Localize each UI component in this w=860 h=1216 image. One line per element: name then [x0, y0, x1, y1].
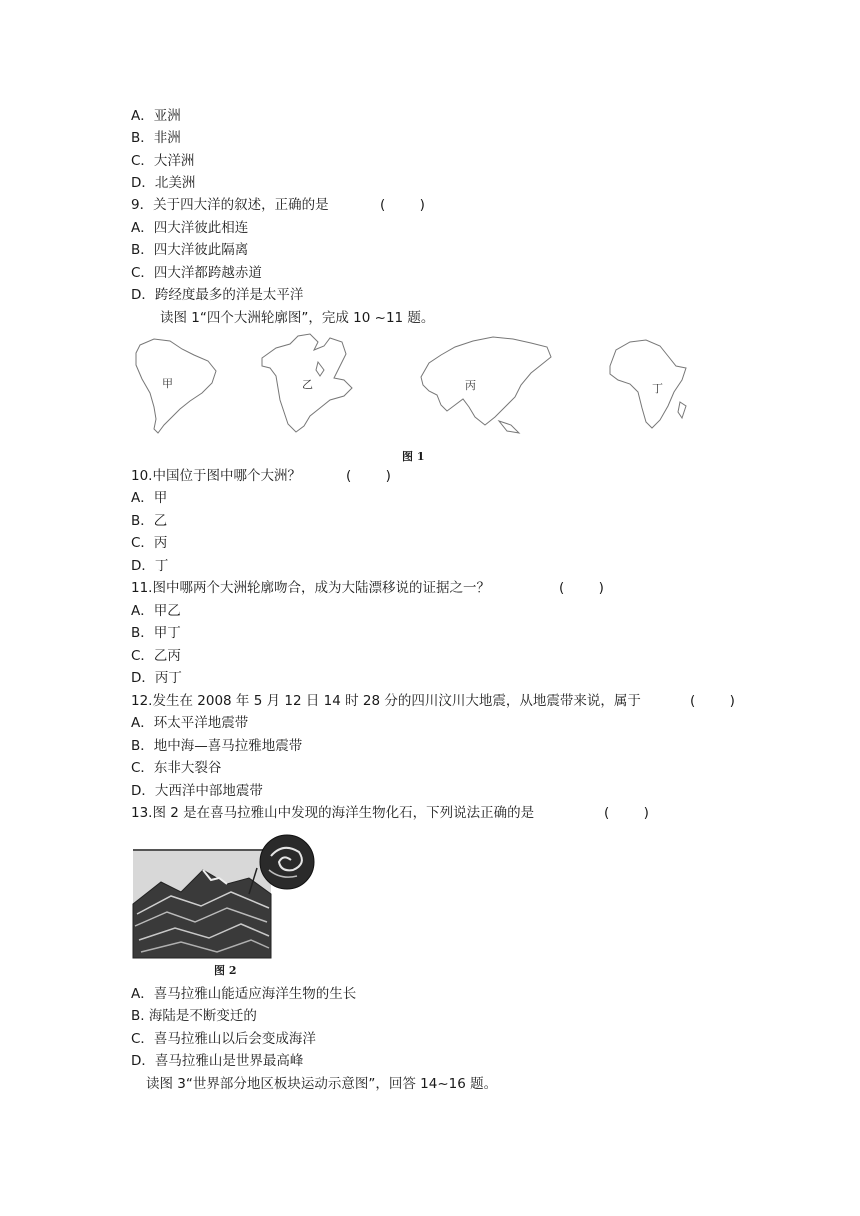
q11-option-b: B．甲丁: [131, 625, 181, 641]
q8-option-a: A．亚洲: [131, 108, 181, 124]
fig3-intro: 读图 3“世界部分地区板块运动示意图”，回答 14~16 题。: [146, 1076, 498, 1092]
q9-stem: 9．关于四大洋的叙述，正确的是: [131, 197, 329, 213]
continent-outline-ding: [602, 336, 697, 436]
q13-option-b: B. 海陆是不断变迁的: [131, 1008, 257, 1024]
q11-answer-paren: ( ): [559, 580, 604, 596]
q13-stem: 13.图 2 是在喜马拉雅山中发现的海洋生物化石，下列说法正确的是: [131, 805, 535, 821]
q13-option-d: D．喜马拉雅山是世界最高峰: [131, 1053, 304, 1069]
q11-option-a: A．甲乙: [131, 603, 181, 619]
q9-option-d: D．跨经度最多的洋是太平洋: [131, 287, 304, 303]
continent-label-bing: 丙: [465, 379, 476, 392]
q13-answer-paren: ( ): [604, 805, 649, 821]
q11-option-d: D．丙丁: [131, 670, 182, 686]
q12-option-c: C．东非大裂谷: [131, 760, 222, 776]
fig1-intro: 读图 1“四个大洲轮廓图”，完成 10 ~11 题。: [160, 310, 435, 326]
q8-option-b: B．非洲: [131, 130, 181, 146]
q11-stem: 11.图中哪两个大洲轮廓吻合，成为大陆漂移说的证据之一？: [131, 580, 490, 596]
q12-answer-paren: ( ): [690, 693, 735, 709]
fig1-caption: 图 1: [402, 450, 425, 463]
q11-option-c: C．乙丙: [131, 648, 181, 664]
fossil-closeup: [260, 835, 314, 889]
q12-stem: 12.发生在 2008 年 5 月 12 日 14 时 28 分的四川汶川大地震，从地震带来说，属于: [131, 693, 641, 709]
continent-outline-jia: [132, 335, 222, 440]
q9-answer-paren: ( ): [380, 197, 425, 213]
q10-option-a: A．甲: [131, 490, 168, 506]
q13-option-a: A．喜马拉雅山能适应海洋生物的生长: [131, 986, 357, 1002]
q8-option-d: D．北美洲: [131, 175, 196, 191]
q9-option-c: C．四大洋都跨越赤道: [131, 265, 262, 281]
continent-label-yi: 乙: [302, 378, 313, 391]
fossil-mountain-figure: [131, 834, 321, 960]
q10-answer-paren: ( ): [346, 468, 391, 484]
q13-option-c: C．喜马拉雅山以后会变成海洋: [131, 1031, 316, 1047]
fig2-caption: 图 2: [214, 964, 237, 977]
q10-stem: 10.中国位于图中哪个大洲？: [131, 468, 301, 484]
continent-outline-bing: [415, 333, 555, 438]
q10-option-c: C．丙: [131, 535, 168, 551]
q12-option-a: A．环太平洋地震带: [131, 715, 249, 731]
q9-option-b: B．四大洋彼此隔离: [131, 242, 249, 258]
q12-option-b: B．地中海—喜马拉雅地震带: [131, 738, 303, 754]
q8-option-c: C．大洋洲: [131, 153, 195, 169]
continent-label-jia: 甲: [162, 377, 173, 390]
q12-option-d: D．大西洋中部地震带: [131, 783, 263, 799]
continent-outline-yi: [258, 332, 358, 437]
q9-option-a: A．四大洋彼此相连: [131, 220, 249, 236]
q10-option-d: D．丁: [131, 558, 169, 574]
continent-label-ding: 丁: [652, 382, 663, 395]
q10-option-b: B．乙: [131, 513, 168, 529]
